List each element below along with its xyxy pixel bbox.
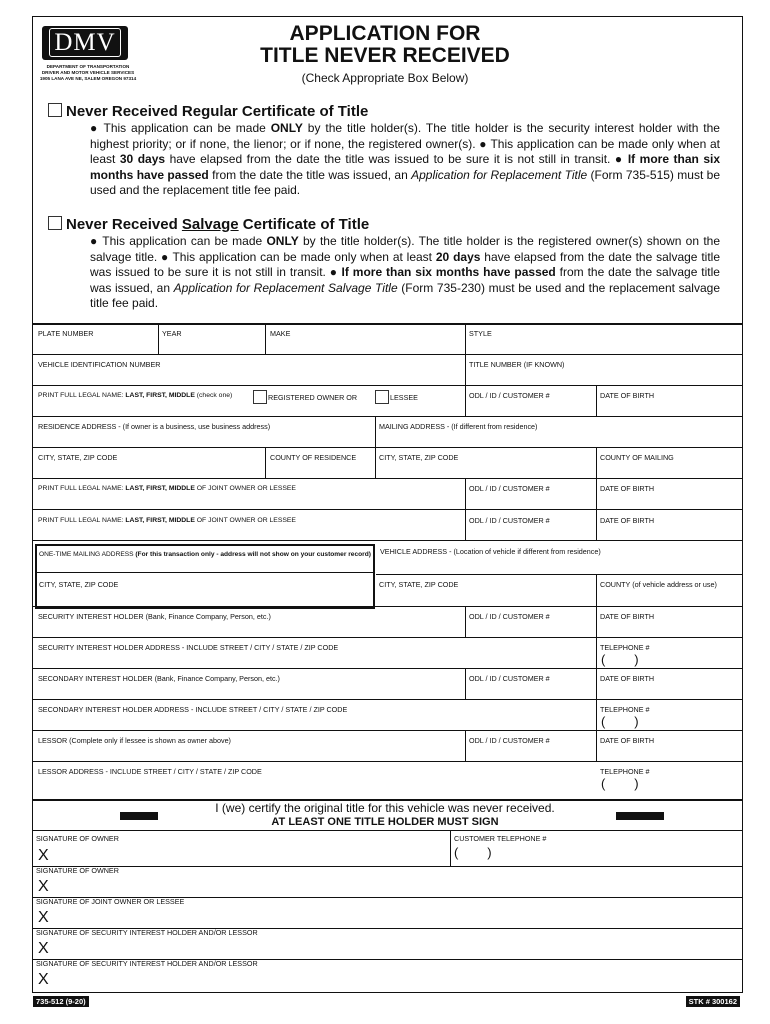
grid-col <box>465 324 466 416</box>
grid-rule <box>32 385 743 386</box>
sih-telephone-label: TELEPHONE # <box>600 643 650 652</box>
plate-number-label: PLATE NUMBER <box>38 329 94 338</box>
joint-dob-label: DATE OF BIRTH <box>600 484 655 493</box>
grid-col <box>465 668 466 699</box>
customer-telephone-label: CUSTOMER TELEPHONE # <box>454 834 547 843</box>
secondary-address-label: SECONDARY INTEREST HOLDER ADDRESS - INCLUDE STREET / CITY / STATE / ZIP CODE <box>38 705 348 714</box>
sig-rule <box>32 830 743 831</box>
vehicle-city-label: CITY, STATE, ZIP CODE <box>379 580 459 589</box>
grid-top-rule <box>32 323 743 325</box>
certify-statement: I (we) certify the original title for this vehicle was never received. <box>215 801 555 815</box>
signature-owner-x-2[interactable]: X <box>38 878 49 895</box>
sig-col <box>450 830 451 866</box>
regular-title-heading: Never Received Regular Certificate of Title <box>48 103 368 120</box>
lessor-phone-area[interactable]: ( ) <box>601 776 639 791</box>
owner-name-label: PRINT FULL LEGAL NAME: LAST, FIRST, MIDDLE (check one) <box>38 392 233 399</box>
signature-sih-x-2[interactable]: X <box>38 971 49 988</box>
dept-line-1: DEPARTMENT OF TRANSPORTATION <box>46 64 130 69</box>
grid-col <box>158 324 159 354</box>
grid-rule <box>32 478 743 479</box>
sih-address-label: SECURITY INTEREST HOLDER ADDRESS - INCLUDE STREET / CITY / STATE / ZIP CODE <box>38 643 339 652</box>
form-title-line-1: APPLICATION FOR <box>289 22 481 45</box>
county-residence-label: COUNTY OF RESIDENCE <box>270 453 357 462</box>
mailing-address-label: MAILING ADDRESS - (If different from residence) <box>379 422 538 431</box>
mailing-city-label: CITY, STATE, ZIP CODE <box>379 453 459 462</box>
grid-col <box>596 447 597 478</box>
grid-col <box>265 447 266 478</box>
grid-col <box>465 606 466 637</box>
grid-rule <box>32 540 743 541</box>
regular-title-checkbox[interactable] <box>48 103 62 117</box>
title-number-label: TITLE NUMBER (IF KNOWN) <box>469 360 565 369</box>
owner-dob-label: DATE OF BIRTH <box>600 391 655 400</box>
secondary-odl-label: ODL / ID / CUSTOMER # <box>469 674 550 683</box>
lessor-dob-label: DATE OF BIRTH <box>600 736 655 745</box>
redaction-bar-left <box>120 812 158 820</box>
salvage-title-instructions: ● This application can be made ONLY by the title holder(s). The title holder is the registered owner(s) shown on the salvage title. ● This application can be made only when at least 20 days have elapsed from the date the salvage title was issued to be sure it is not still in transit. ● If more than six months have passed from the date the salvage title was issued, an Application for Replacement Salvage Title (Form 735-230) must be used and the replacement salvage title fee paid. <box>90 234 720 310</box>
city-state-zip-label: CITY, STATE, ZIP CODE <box>38 453 118 462</box>
grid-rule <box>32 699 743 700</box>
grid-rule <box>376 574 743 575</box>
grid-col <box>596 574 597 606</box>
secondary-phone-area[interactable]: ( ) <box>601 714 639 729</box>
one-time-mailing-label: ONE-TIME MAILING ADDRESS (For this transaction only - address will not show on your customer record) <box>39 551 371 558</box>
joint-odl-label-2: ODL / ID / CUSTOMER # <box>469 516 550 525</box>
grid-rule <box>32 447 743 448</box>
grid-rule <box>32 637 743 638</box>
grid-rule <box>32 668 743 669</box>
lessor-label: LESSOR (Complete only if lessee is shown as owner above) <box>38 736 231 745</box>
make-label: MAKE <box>270 329 291 338</box>
form-subtitle: (Check Appropriate Box Below) <box>301 71 469 85</box>
customer-phone-area[interactable]: ( ) <box>454 845 492 860</box>
grid-rule <box>32 509 743 510</box>
joint-dob-label-2: DATE OF BIRTH <box>600 516 655 525</box>
vehicle-county-label: COUNTY (of vehicle address or use) <box>600 580 717 589</box>
sih-label: SECURITY INTEREST HOLDER (Bank, Finance Company, Person, etc.) <box>38 612 271 621</box>
grid-col <box>465 478 466 540</box>
sih-odl-label: ODL / ID / CUSTOMER # <box>469 612 550 621</box>
registered-owner-checkbox[interactable] <box>253 390 267 404</box>
form-number: 735-512 (9-20) <box>33 996 89 1007</box>
grid-rule <box>32 416 743 417</box>
lessor-telephone-label: TELEPHONE # <box>600 767 650 776</box>
registered-owner-label: REGISTERED OWNER OR <box>268 393 358 402</box>
vehicle-address-label: VEHICLE ADDRESS - (Location of vehicle if different from residence) <box>380 547 601 556</box>
owner-odl-label: ODL / ID / CUSTOMER # <box>469 391 550 400</box>
sih-phone-area[interactable]: ( ) <box>601 652 639 667</box>
dept-line-3: 1905 LANA AVE NE, SALEM OREGON 97314 <box>39 76 137 81</box>
county-mailing-label: COUNTY OF MAILING <box>600 453 674 462</box>
sig-rule <box>32 866 743 867</box>
redaction-bar-right <box>616 812 664 820</box>
signature-owner-x[interactable]: X <box>38 847 49 864</box>
lessor-odl-label: ODL / ID / CUSTOMER # <box>469 736 550 745</box>
grid-col <box>265 324 266 354</box>
secondary-telephone-label: TELEPHONE # <box>600 705 650 714</box>
regular-title-instructions: ● This application can be made ONLY by the title holder(s). The title holder is the security interest holder with the highest priority; or if none, the lienor; or if none, the registered owner(s). ● This application can be made only when at least 30 days have elapsed from the date the title was issued to be sure it is not still in transit. ● If more than six months have passed from the date the title was issued, an Application for Replacement Title (Form 735-515) must be used and the replacement title fee paid. <box>90 121 721 197</box>
lessee-checkbox[interactable] <box>375 390 389 404</box>
signature-owner-label-2: SIGNATURE OF OWNER <box>36 866 119 875</box>
dmv-logo: DMV <box>42 26 128 60</box>
grid-col <box>596 478 597 540</box>
signature-sih-label-2: SIGNATURE OF SECURITY INTEREST HOLDER AND/OR LESSOR <box>36 959 258 968</box>
grid-col <box>596 385 597 416</box>
one-time-divider <box>37 572 373 573</box>
grid-rule <box>32 730 743 731</box>
certify-requirement: AT LEAST ONE TITLE HOLDER MUST SIGN <box>271 816 499 828</box>
signature-sih-x[interactable]: X <box>38 940 49 957</box>
salvage-title-checkbox[interactable] <box>48 216 62 230</box>
joint-odl-label: ODL / ID / CUSTOMER # <box>469 484 550 493</box>
one-time-city-label: CITY, STATE, ZIP CODE <box>39 580 119 589</box>
grid-col <box>465 730 466 761</box>
salvage-title-heading: Never Received Salvage Certificate of Title <box>48 216 369 233</box>
style-label: STYLE <box>469 329 492 338</box>
grid-col <box>375 416 376 478</box>
vin-label: VEHICLE IDENTIFICATION NUMBER <box>38 360 161 369</box>
lessor-address-label: LESSOR ADDRESS - INCLUDE STREET / CITY / STATE / ZIP CODE <box>38 767 262 776</box>
signature-sih-label: SIGNATURE OF SECURITY INTEREST HOLDER AND/OR LESSOR <box>36 928 258 937</box>
secondary-dob-label: DATE OF BIRTH <box>600 674 655 683</box>
form-title-line-2: TITLE NEVER RECEIVED <box>260 44 510 67</box>
sih-dob-label: DATE OF BIRTH <box>600 612 655 621</box>
year-label: YEAR <box>162 329 182 338</box>
stock-number: STK # 300162 <box>686 996 740 1007</box>
dept-line-2: DRIVER AND MOTOR VEHICLE SERVICES <box>41 70 135 75</box>
grid-rule <box>32 761 743 762</box>
residence-address-label: RESIDENCE ADDRESS - (If owner is a business, use business address) <box>38 422 271 431</box>
secondary-ih-label: SECONDARY INTEREST HOLDER (Bank, Finance Company, Person, etc.) <box>38 674 280 683</box>
grid-col <box>596 606 597 761</box>
signature-joint-label: SIGNATURE OF JOINT OWNER OR LESSEE <box>36 897 185 906</box>
signature-joint-x[interactable]: X <box>38 909 49 926</box>
signature-owner-label: SIGNATURE OF OWNER <box>36 834 119 843</box>
lessee-label: LESSEE <box>390 393 418 402</box>
joint-owner-name-label-2: PRINT FULL LEGAL NAME: LAST, FIRST, MIDDLE OF JOINT OWNER OR LESSEE <box>38 517 296 524</box>
joint-owner-name-label: PRINT FULL LEGAL NAME: LAST, FIRST, MIDDLE OF JOINT OWNER OR LESSEE <box>38 485 296 492</box>
grid-rule <box>32 354 743 355</box>
